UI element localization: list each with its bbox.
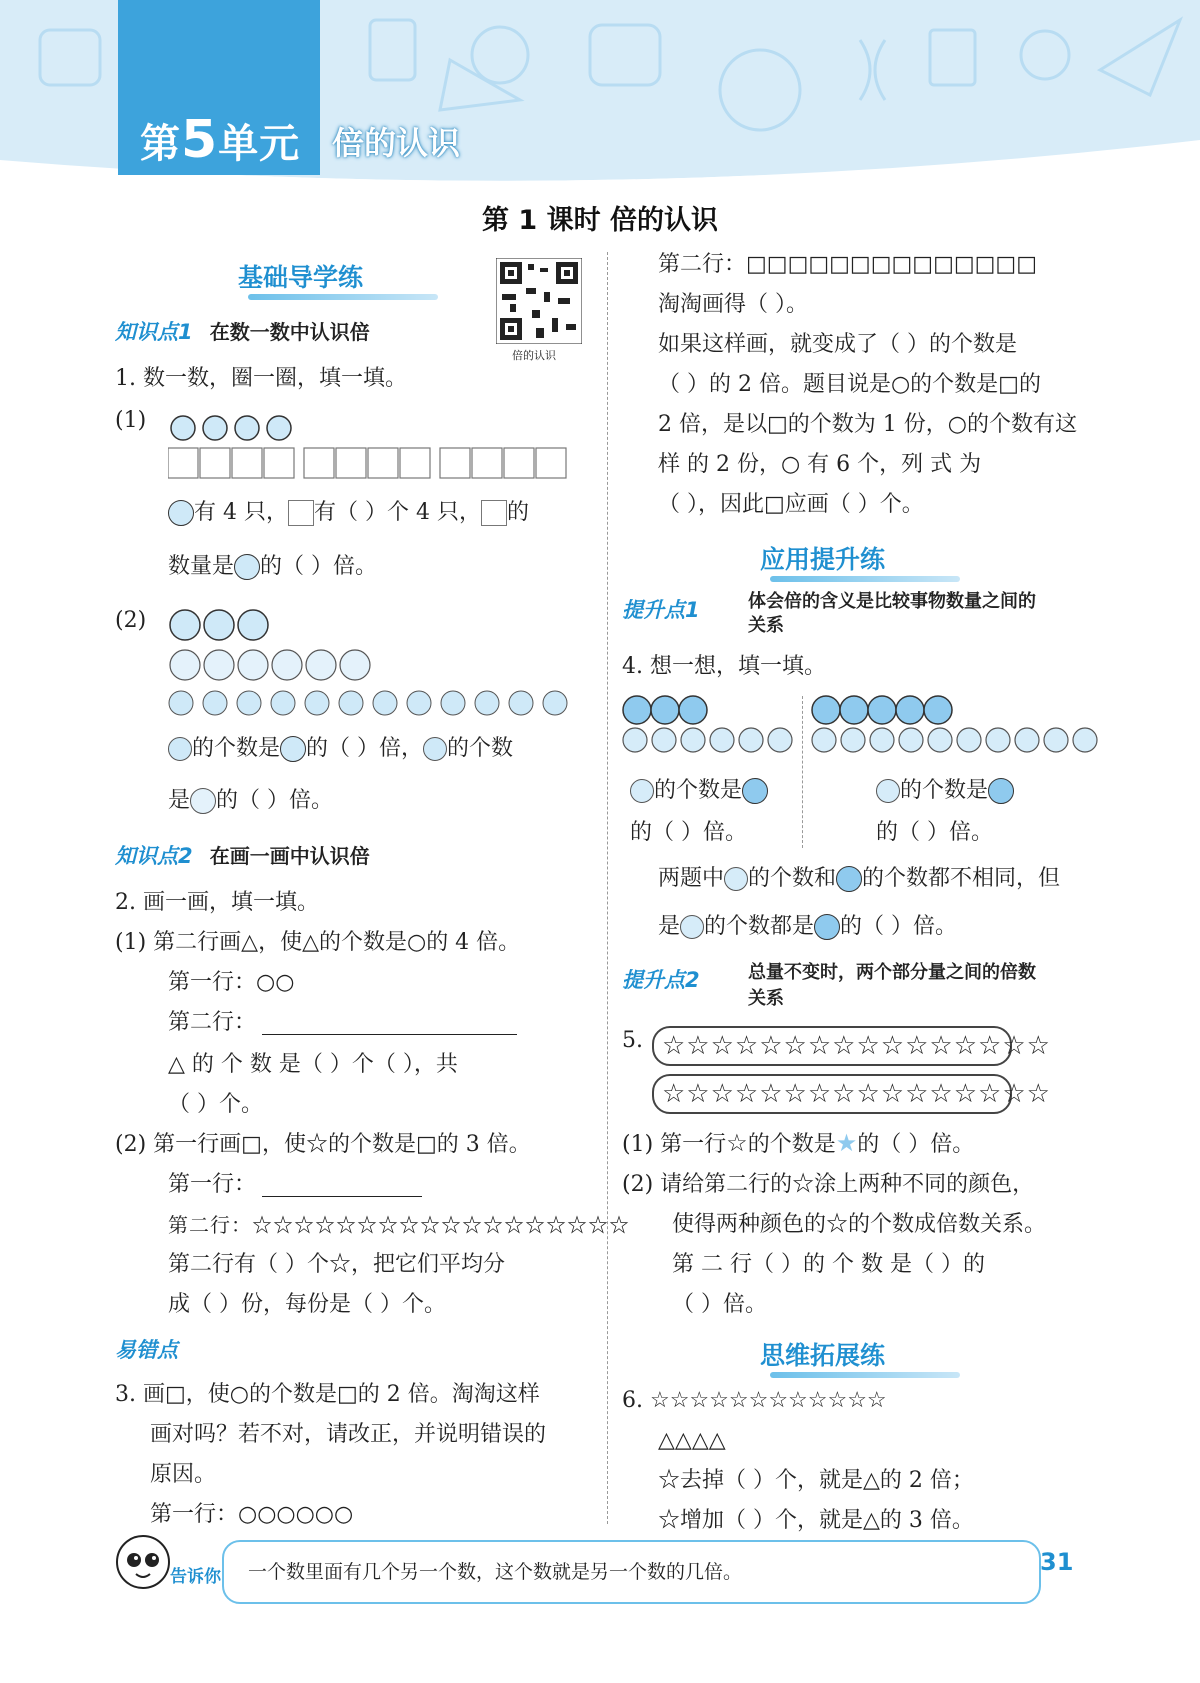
q5-part2-line4: （ ）倍。: [672, 1292, 767, 1317]
tp1-desc: 体会倍的含义是比较事物数量之间的 关系: [748, 591, 1036, 636]
q3-cont-line5: 2 倍，是以□的个数为 1 份，○的个数有这: [658, 412, 1077, 437]
q2-stem: 2. 画一画，填一填。: [115, 890, 319, 915]
q1-p2-line1: 的个数是 的（ ）倍， 的个数: [168, 734, 513, 764]
q5-row1-stars: ☆☆☆☆☆☆☆☆☆☆☆☆☆☆☆☆: [662, 1031, 1051, 1061]
q5-row1-box: [652, 1026, 1051, 1066]
q5-row2-stars: ☆☆☆☆☆☆☆☆☆☆☆☆☆☆☆☆: [662, 1079, 1051, 1109]
q4-right-fill1: 的个数是: [876, 776, 1014, 806]
q2-p1-row1: 第一行：○○: [168, 970, 295, 995]
q2-p1-fill2: （ ）个。: [168, 1092, 263, 1117]
q5-part2-line1: (2) 请给第二行的☆涂上两种不同的颜色，: [622, 1172, 1035, 1197]
error-label: 易错点: [115, 1338, 178, 1362]
q4-divider: [802, 696, 803, 848]
mascot-icon: [108, 1530, 178, 1600]
tp2-label: 提升点2: [622, 968, 700, 992]
q5-number: 5.: [622, 1028, 643, 1053]
section-title-basic: 基础导学练: [238, 263, 364, 292]
q2-p1-fill1: △ 的 个 数 是（ ）个（ ），共: [168, 1052, 458, 1077]
q5-part2-line3: 第 二 行（ ）的 个 数 是（ ）的: [672, 1252, 985, 1277]
fruit-figure: [168, 608, 578, 720]
section-title-extend: 思维拓展练: [760, 1341, 886, 1370]
volleyball-icon: [876, 779, 900, 803]
star-filled-icon: ★: [835, 1129, 858, 1157]
q2-part1: (1) 第二行画△，使△的个数是○的 4 倍。: [115, 930, 521, 955]
qr-code-icon: [496, 258, 582, 344]
column-divider: [607, 252, 608, 1524]
q2-p2-row2: 第二行：☆☆☆☆☆☆☆☆☆☆☆☆☆☆☆☆☆☆: [168, 1213, 630, 1237]
q1-p2-line2: 是 的（ ）倍。: [168, 788, 334, 813]
q3-cont-line3: 如果这样画，就变成了（ ）的个数是: [658, 332, 1017, 357]
q6-line4: ☆增加（ ）个，就是△的 3 倍。: [658, 1508, 974, 1533]
duck-icon: [234, 554, 260, 580]
q4-left-fill2: 的（ ）倍。: [630, 820, 747, 845]
q2-p2-fill2: 成（ ）份，每份是（ ）个。: [168, 1292, 446, 1317]
q3-cont-line4: （ ）的 2 倍。题目说是○的个数是□的: [658, 372, 1041, 397]
q4-summary-line1: 两题中 的个数和 的个数都不相同，但: [658, 866, 1061, 891]
kp2-label: 知识点2: [115, 844, 193, 868]
q4-left-fill1: 的个数是: [630, 776, 768, 806]
q6-line3: ☆去掉（ ）个，就是△的 2 倍；: [658, 1468, 974, 1493]
kp1-label: 知识点1: [115, 320, 193, 344]
q2-p2-fill1: 第二行有（ ）个☆，把它们平均分: [168, 1252, 505, 1277]
tp1-label: 提升点1: [622, 598, 700, 622]
q6-line2: △△△△: [658, 1428, 726, 1453]
section-basic: [238, 258, 438, 300]
q2-p2-row1: 第一行：: [168, 1172, 257, 1197]
q3-cont-line2: 淘淘画得（ ）。: [658, 292, 808, 317]
basketball-icon: [814, 914, 840, 940]
q3-cont-line1: 第二行：□□□□□□□□□□□□□□: [658, 252, 1038, 277]
section-bar: [248, 294, 438, 300]
q5-row2-box: [652, 1074, 1051, 1114]
q2-p1-row2: 第二行：: [168, 1010, 257, 1035]
strawberry-icon: [423, 737, 447, 761]
q4-summary-line2: 是 的个数都是 的（ ）倍。: [658, 914, 958, 939]
knowledge-point-2: [115, 840, 370, 870]
basketball-icon: [742, 778, 768, 804]
unit-label: 第5单元: [140, 110, 301, 170]
q1-p1-line2: 数量是 的（ ）倍。: [168, 554, 378, 579]
star-outline-icon: ☆: [726, 1129, 748, 1157]
tip-point-2: [622, 964, 700, 994]
q2-p2-answer-line[interactable]: [262, 1196, 422, 1197]
volleyball-icon: [680, 915, 704, 939]
tp2-desc: 总量不变时，两个部分量之间的倍数 关系: [748, 962, 1036, 1009]
section-bar: [770, 1372, 960, 1378]
section-title-apply: 应用提升练: [760, 545, 886, 574]
q2-part2: (2) 第一行画□，使☆的个数是□的 3 倍。: [115, 1132, 531, 1157]
q3-cont-line6: 样 的 2 份，○ 有 6 个，列 式 为: [658, 452, 982, 477]
tell-you-label: 告诉你: [170, 1567, 221, 1587]
unit-number: 5: [181, 110, 219, 170]
unit-name: 倍的认识: [332, 124, 461, 162]
kp2-desc: 在画一画中认识倍: [209, 844, 370, 868]
q1-stem: 1. 数一数，圈一圈，填一填。: [115, 366, 407, 391]
q4-stem: 4. 想一想，填一填。: [622, 654, 826, 679]
chick-icon: [481, 500, 507, 526]
q5-part2-line2: 使得两种颜色的☆的个数成倍数关系。: [672, 1212, 1047, 1237]
volleyball-icon: [724, 867, 748, 891]
basketball-icon: [836, 866, 862, 892]
page-number: 31: [1040, 1548, 1074, 1576]
q4-right-fill2: 的（ ）倍。: [876, 820, 993, 845]
qr-caption: 倍的认识: [512, 349, 556, 362]
basketball-icon: [988, 778, 1014, 804]
orange-icon: [190, 788, 216, 814]
q3-line2: 画对吗？若不对，请改正，并说明错误的: [150, 1422, 547, 1447]
q1-part1-label: (1): [115, 408, 147, 433]
q6-line1: 6. ☆☆☆☆☆☆☆☆☆☆☆☆: [622, 1388, 887, 1413]
q5-part1: (1) 第一行☆的个数是★的（ ）倍。: [622, 1129, 975, 1157]
tip-text: 一个数里面有几个另一个数，这个数就是另一个数的几倍。: [248, 1561, 743, 1583]
section-bar: [770, 576, 960, 582]
lesson-title: 第 1 课时 倍的认识: [482, 205, 718, 236]
duck-chick-figure: [168, 406, 568, 486]
error-point: [115, 1334, 178, 1364]
q2-p1-answer-line[interactable]: [262, 1034, 517, 1035]
balls-figure: [622, 694, 1102, 756]
volleyball-icon: [630, 779, 654, 803]
q1-p1-line1: 有 4 只， 有（ ）个 4 只， 的: [168, 498, 529, 528]
q3-line4: 第一行：○○○○○○: [150, 1502, 354, 1527]
q3-cont-line7: （ ），因此□应画（ ）个。: [658, 492, 924, 517]
knowledge-point-1: [115, 316, 370, 346]
section-apply: [760, 540, 960, 582]
kp1-desc: 在数一数中认识倍: [209, 320, 370, 344]
duck-icon: [168, 500, 194, 526]
q3-line3: 原因。: [150, 1462, 217, 1487]
q1-part2-label: (2): [115, 608, 147, 633]
q3-line1: 3. 画□，使○的个数是□的 2 倍。淘淘这样: [115, 1382, 540, 1407]
section-extend: [760, 1336, 960, 1378]
tip-point-1: [622, 594, 700, 624]
chick-icon: [288, 500, 314, 526]
apple-icon: [280, 736, 306, 762]
strawberry-icon: [168, 737, 192, 761]
